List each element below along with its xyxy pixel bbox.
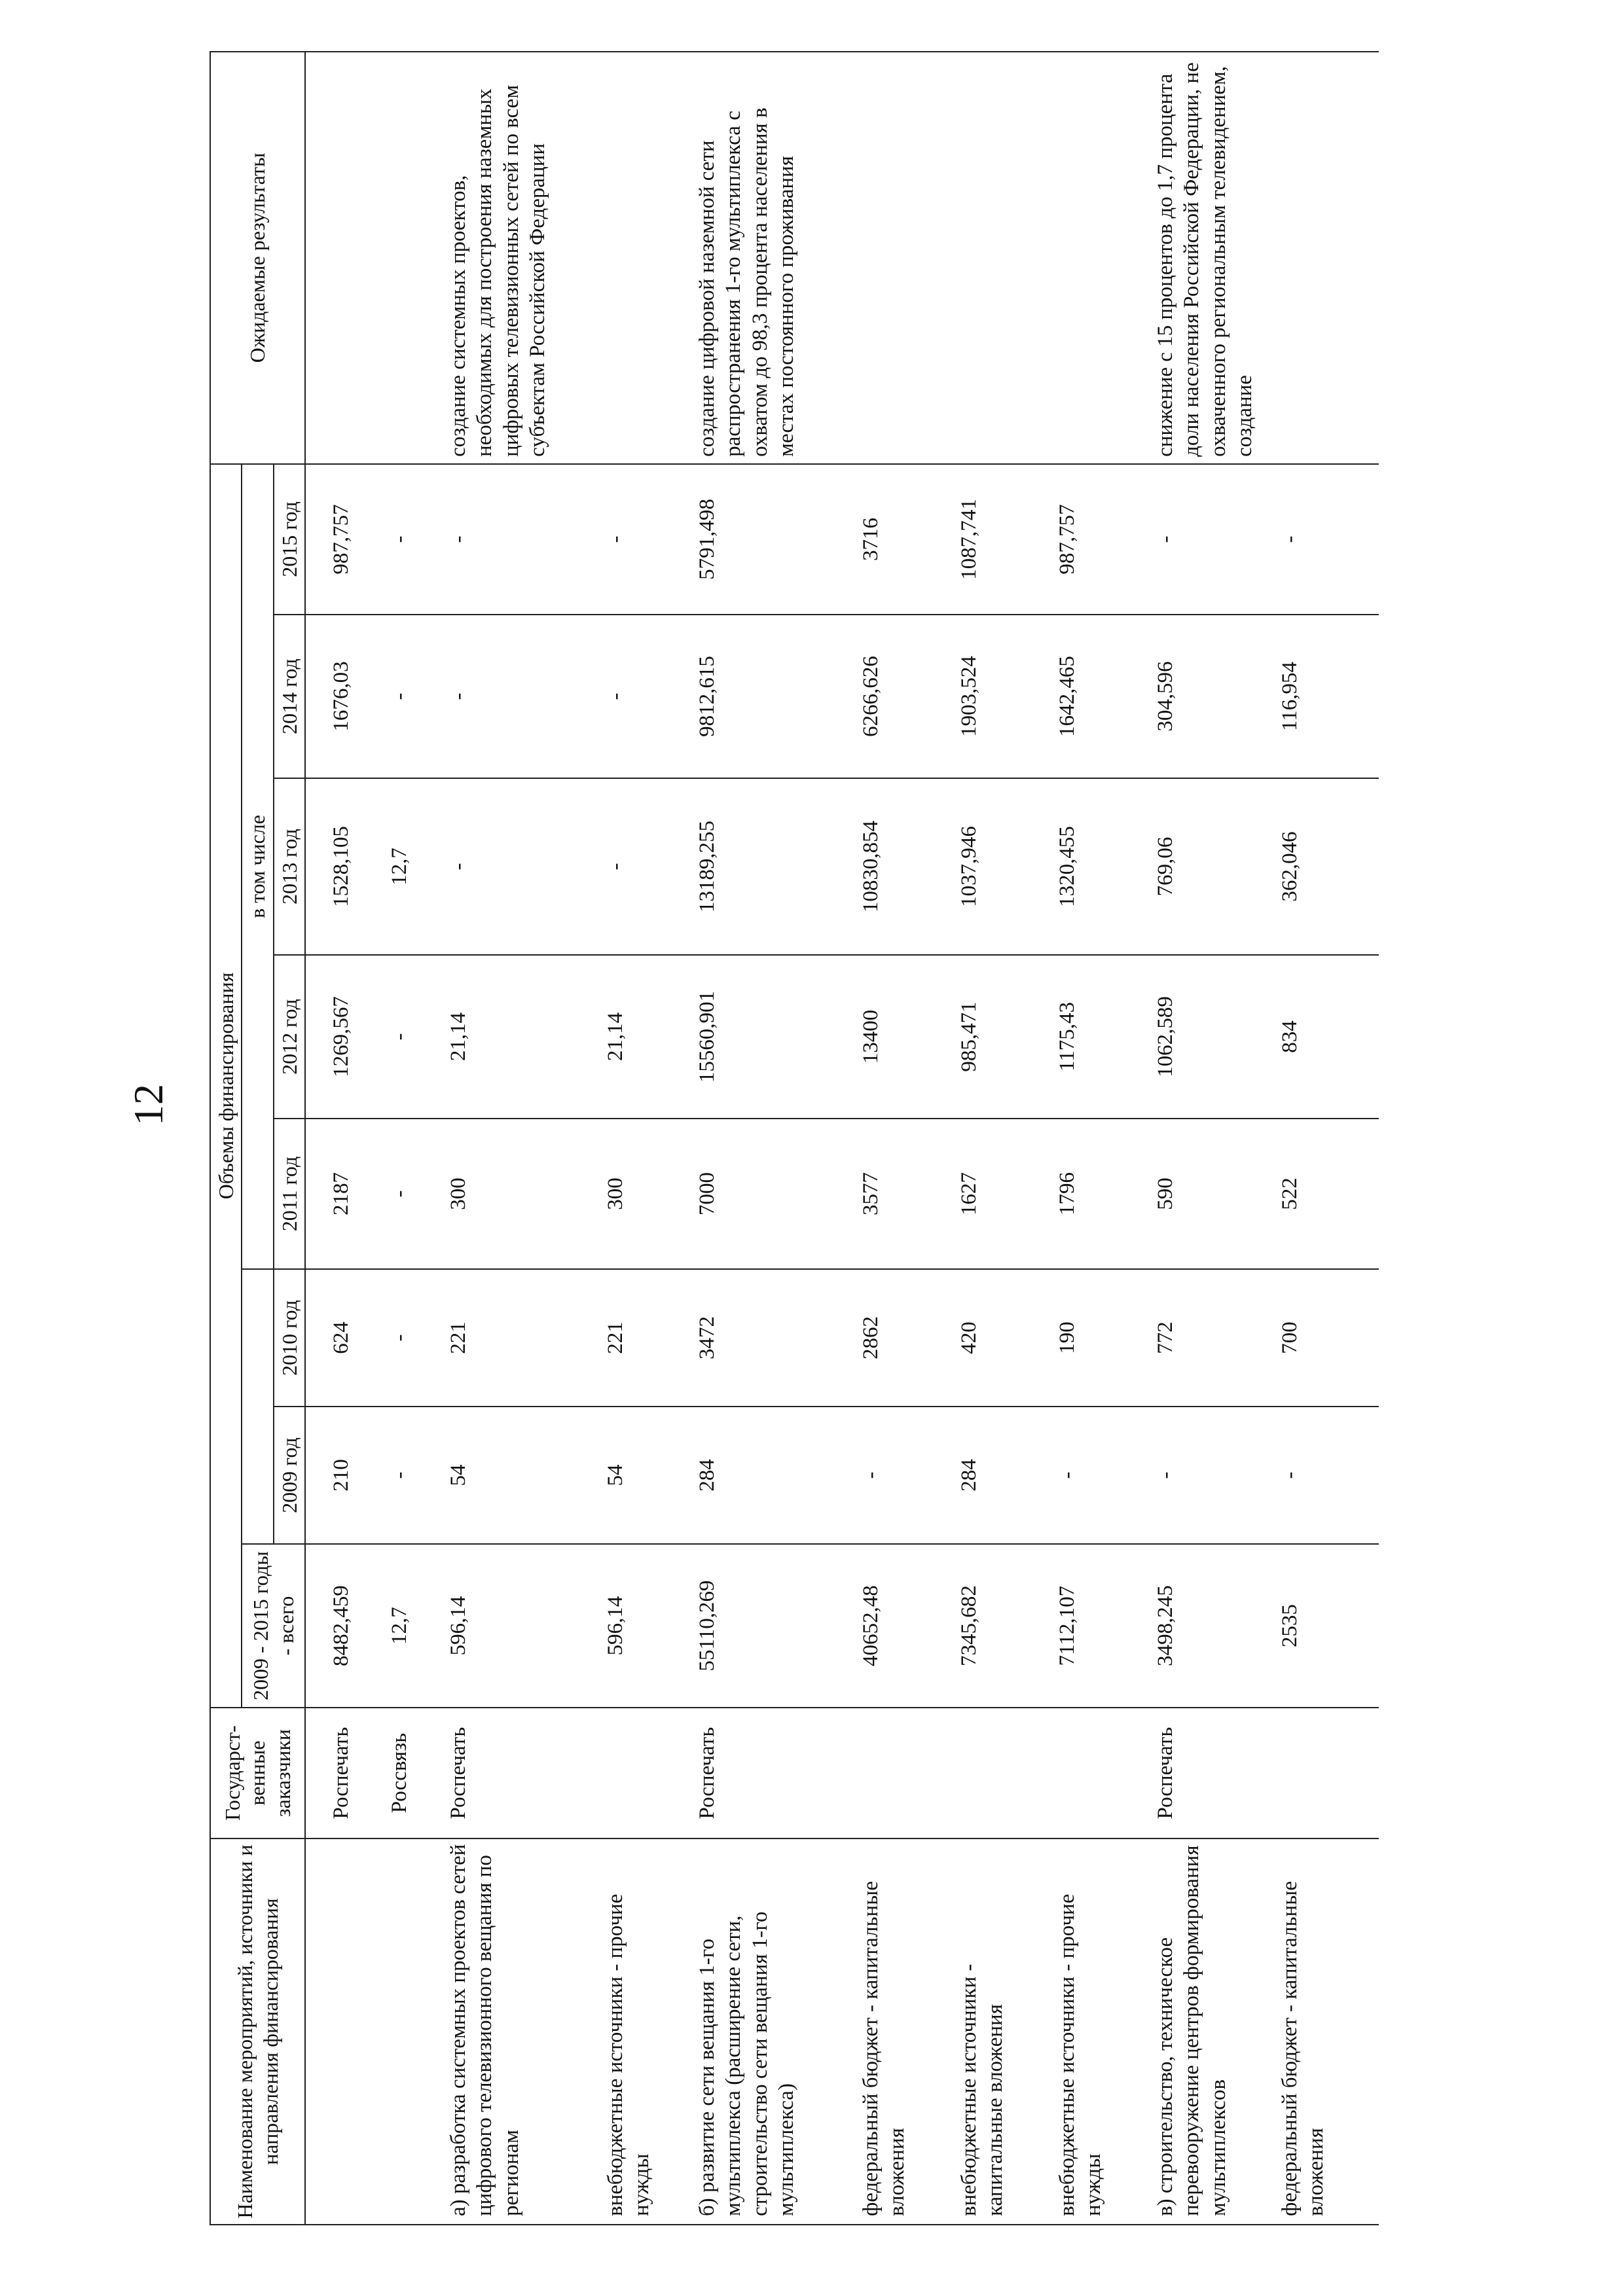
row-value: -	[377, 464, 436, 615]
row-value: -	[377, 955, 436, 1119]
row-value: 987,757	[1045, 464, 1143, 615]
row-name: федеральный бюджет - капитальные вложения	[848, 1839, 947, 2225]
row-value: 300	[436, 1119, 593, 1269]
table-body	[305, 52, 1379, 2225]
table-row	[1143, 52, 1267, 2225]
row-customer	[1045, 1708, 1143, 1839]
row-value: -	[377, 615, 436, 778]
row-value: -	[377, 1407, 436, 1544]
row-value: 1062,589	[1143, 955, 1267, 1119]
row-customer: Роспечать	[305, 1708, 377, 1839]
row-value: 1676,03	[305, 615, 377, 778]
row-value: 5791,498	[685, 464, 848, 615]
row-value: 10830,854	[848, 778, 947, 955]
row-total: 7112,107	[1045, 1544, 1143, 1708]
row-value: -	[593, 778, 685, 955]
row-total: 55110,269	[685, 1544, 848, 1708]
row-name: внебюджетные источники - прочие нужды	[593, 1839, 685, 2225]
row-value: 700	[1267, 1269, 1379, 1407]
row-value: 772	[1143, 1269, 1267, 1407]
row-total: 596,14	[436, 1544, 593, 1708]
row-name: внебюджетные источники - капитальные вложения	[947, 1839, 1045, 2225]
header-year: 2014 год	[274, 615, 305, 778]
header-incl: в том числе	[242, 464, 273, 1269]
row-value: 1269,567	[305, 955, 377, 1119]
row-value: 1642,465	[1045, 615, 1143, 778]
row-value: 1627	[947, 1119, 1045, 1269]
row-value: -	[1045, 1407, 1143, 1544]
row-value: 1037,946	[947, 778, 1045, 955]
page-number: 12	[125, 1084, 172, 1126]
header-customer: Государст-венные заказчики	[210, 1708, 305, 1839]
row-value: 15560,901	[685, 955, 848, 1119]
header-year: 2013 год	[274, 778, 305, 955]
row-customer: Роспечать	[685, 1708, 848, 1839]
row-result	[947, 52, 1045, 464]
row-value: 522	[1267, 1119, 1379, 1269]
row-value: -	[1143, 1407, 1267, 1544]
row-value: -	[436, 778, 593, 955]
header-year: 2015 год	[274, 464, 305, 615]
row-customer: Роспечать	[1143, 1708, 1267, 1839]
row-value: 362,046	[1267, 778, 1379, 955]
row-value: 6266,626	[848, 615, 947, 778]
table-row	[436, 52, 593, 2225]
row-name: внебюджетные источники - прочие нужды	[1045, 1839, 1143, 2225]
row-value: -	[377, 1119, 436, 1269]
row-total: 12,7	[377, 1544, 436, 1708]
table-row	[947, 52, 1045, 2225]
row-value: 221	[436, 1269, 593, 1407]
row-value: 304,596	[1143, 615, 1267, 778]
row-value: 284	[685, 1407, 848, 1544]
row-result	[1267, 52, 1379, 464]
row-value: 210	[305, 1407, 377, 1544]
row-value: 1175,43	[1045, 955, 1143, 1119]
table-row	[377, 52, 436, 2225]
table-row	[848, 52, 947, 2225]
row-value: 21,14	[436, 955, 593, 1119]
row-result	[593, 52, 685, 464]
row-value: 54	[593, 1407, 685, 1544]
row-name	[305, 1839, 377, 2225]
row-value: -	[593, 615, 685, 778]
row-name: в) строительство, техническое перевооружение центров формирования мультиплексов	[1143, 1839, 1267, 2225]
header-year: 2009 год	[274, 1407, 305, 1544]
table-row	[1045, 52, 1143, 2225]
row-name	[377, 1839, 436, 2225]
row-total: 40652,48	[848, 1544, 947, 1708]
row-value: 13189,255	[685, 778, 848, 955]
row-value: 769,06	[1143, 778, 1267, 955]
row-value: -	[593, 464, 685, 615]
row-total: 2535	[1267, 1544, 1379, 1708]
row-value: 190	[1045, 1269, 1143, 1407]
row-value: 116,954	[1267, 615, 1379, 778]
row-result	[1045, 52, 1143, 464]
row-value: 2187	[305, 1119, 377, 1269]
row-value: 284	[947, 1407, 1045, 1544]
row-customer	[1267, 1708, 1379, 1839]
row-result	[848, 52, 947, 464]
row-name: а) разработка системных проектов сетей цифрового телевизионного вещания по регионам	[436, 1839, 593, 2225]
row-value: 12,7	[377, 778, 436, 955]
row-result	[377, 52, 436, 464]
row-total: 596,14	[593, 1544, 685, 1708]
row-value: 1528,105	[305, 778, 377, 955]
row-value: 1087,741	[947, 464, 1045, 615]
row-result: создание системных проектов, необходимых для построения наземных цифровых телевизионных сетей по всем субъектам Российской Федерации	[436, 52, 593, 464]
row-value: 420	[947, 1269, 1045, 1407]
row-value: 21,14	[593, 955, 685, 1119]
row-customer: Роспечать	[436, 1708, 593, 1839]
row-value: -	[436, 464, 593, 615]
row-value: 13400	[848, 955, 947, 1119]
header-name: Наименование мероприятий, источники и направления финансирования	[210, 1839, 305, 2225]
header-year: 2010 год	[274, 1269, 305, 1407]
row-customer	[593, 1708, 685, 1839]
row-value: -	[377, 1269, 436, 1407]
row-value: -	[1267, 1407, 1379, 1544]
row-total: 3498,245	[1143, 1544, 1267, 1708]
header-year: 2012 год	[274, 955, 305, 1119]
table-row	[305, 52, 377, 2225]
header-year: 2011 год	[274, 1119, 305, 1269]
row-value: 300	[593, 1119, 685, 1269]
header-results: Ожидаемые результаты	[210, 52, 305, 464]
row-name: б) развитие сети вещания 1-го мультиплекса (расширение сети, строительство сети вещания 1-го мультиплекса)	[685, 1839, 848, 2225]
row-value: 987,757	[305, 464, 377, 615]
row-value: 1320,455	[1045, 778, 1143, 955]
header-volumes: Объемы финансирования	[210, 464, 242, 1708]
row-result	[305, 52, 377, 464]
row-name: федеральный бюджет - капитальные вложения	[1267, 1839, 1379, 2225]
row-value: 834	[1267, 955, 1379, 1119]
row-customer	[848, 1708, 947, 1839]
row-value: 2862	[848, 1269, 947, 1407]
header-total: 2009 - 2015 годы - всего	[242, 1544, 305, 1708]
row-result: снижение с 15 процентов до 1,7 процента доли населения Российской Федерации, не охваченного региональным телевидением, создание	[1143, 52, 1267, 464]
row-total: 8482,459	[305, 1544, 377, 1708]
row-value: 54	[436, 1407, 593, 1544]
row-value: 3472	[685, 1269, 848, 1407]
financing-table	[210, 51, 1379, 2225]
row-value: 590	[1143, 1119, 1267, 1269]
row-value: 624	[305, 1269, 377, 1407]
row-value: -	[1267, 464, 1379, 615]
row-value: 3577	[848, 1119, 947, 1269]
row-value: 9812,615	[685, 615, 848, 778]
table-row	[685, 52, 848, 2225]
row-value: 7000	[685, 1119, 848, 1269]
table-row	[593, 52, 685, 2225]
row-value: 221	[593, 1269, 685, 1407]
row-value: 3716	[848, 464, 947, 615]
row-value: 985,471	[947, 955, 1045, 1119]
row-customer	[947, 1708, 1045, 1839]
row-value: -	[436, 615, 593, 778]
row-total: 7345,682	[947, 1544, 1045, 1708]
row-value: -	[1143, 464, 1267, 615]
table-row	[1267, 52, 1379, 2225]
row-value: -	[848, 1407, 947, 1544]
row-value: 1903,524	[947, 615, 1045, 778]
row-result: создание цифровой наземной сети распространения 1-го мультиплекса с охватом до 98,3 процента населения в местах постоянного проживания	[685, 52, 848, 464]
table-header	[210, 52, 305, 2225]
financing-table-rotated	[210, 52, 1604, 2225]
row-value: 1796	[1045, 1119, 1143, 1269]
row-customer: Россвязь	[377, 1708, 436, 1839]
